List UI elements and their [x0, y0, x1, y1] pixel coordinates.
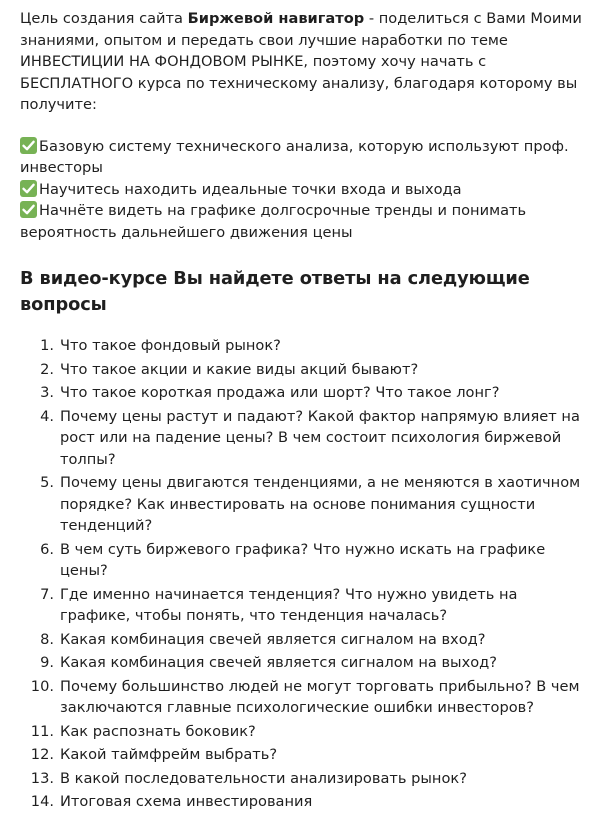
- question-item: [20, 335, 586, 357]
- question-number: 11.: [30, 722, 54, 740]
- question-number: 13.: [30, 769, 54, 787]
- intro-text-start: Цель создания сайта: [20, 10, 188, 27]
- question-item: [20, 721, 586, 743]
- question-item: [20, 768, 586, 790]
- question-text: Что такое короткая продажа или шорт? Что такое лонг?: [60, 384, 500, 401]
- question-text: В какой последовательности анализировать рынок?: [60, 769, 467, 787]
- question-text: Какая комбинация свечей является сигналом на выход?: [60, 654, 497, 671]
- question-text: Какая комбинация свечей является сигналом на вход?: [60, 630, 486, 648]
- question-number: 2.: [40, 360, 54, 378]
- question-text: Что такое акции и какие виды акций бывают?: [60, 360, 419, 378]
- questions-heading: В видео-курсе Вы найдете ответы на следующие вопросы: [20, 268, 530, 315]
- site-name: Биржевой навигатор: [187, 10, 365, 27]
- question-number: 7.: [40, 585, 54, 603]
- question-item: [20, 584, 586, 627]
- question-item: [20, 359, 586, 381]
- question-text: Какой таймфрейм выбрать?: [60, 746, 278, 763]
- question-text: В чем суть биржевого графика? Что нужно искать на графике цены?: [60, 540, 546, 579]
- question-number: 1.: [40, 337, 54, 354]
- question-text: Почему цены двигаются тенденциями, а не меняются в хаотичном порядке? Как инвестировать на основе понимания сущности тенденций?: [60, 474, 581, 534]
- benefit-item: [20, 200, 586, 243]
- check-mark-icon: [20, 201, 37, 218]
- benefits-list: [20, 136, 586, 244]
- benefit-item: [20, 136, 586, 179]
- question-number: 12.: [30, 746, 54, 763]
- question-item: [20, 652, 586, 674]
- questions-list: [20, 335, 586, 813]
- question-number: 9.: [40, 654, 54, 671]
- question-item: [20, 791, 586, 813]
- question-item: [20, 744, 586, 766]
- benefit-item: [20, 179, 586, 201]
- question-number: 10.: [30, 677, 54, 695]
- intro-text-end: - поделиться с Вами Моими знаниями, опытом и передать свои лучшие наработки по теме ИНВЕСТИЦИИ НА ФОНДОВОМ РЫНКЕ, поэтому хочу начать с БЕСПЛАТНОГО курса по техническому анализу, благодаря которому вы получите:: [20, 10, 582, 113]
- question-number: 14.: [30, 793, 54, 810]
- question-number: 6.: [40, 540, 54, 558]
- question-text: Почему цены растут и падают? Какой фактор напрямую влияет на рост или на падение цены? В чем состоит психология биржевой толпы?: [60, 407, 580, 468]
- question-text: Как распознать боковик?: [60, 722, 256, 740]
- check-mark-icon: [20, 137, 37, 154]
- question-item: [20, 676, 586, 719]
- question-text: Что такое фондовый рынок?: [60, 337, 281, 354]
- question-text: Почему большинство людей не могут торговать прибыльно? В чем заключаются главные психологические ошибки инвесторов?: [60, 677, 580, 716]
- question-item: [20, 406, 586, 471]
- benefit-text: Научитесь находить идеальные точки входа и выхода: [39, 180, 462, 198]
- question-text: Где именно начинается тенденция? Что нужно увидеть на графике, чтобы понять, что тенденция началась?: [60, 585, 518, 624]
- question-item: [20, 539, 586, 582]
- question-item: [20, 629, 586, 651]
- question-text: Итоговая схема инвестирования: [60, 793, 313, 810]
- check-mark-icon: [20, 180, 37, 197]
- question-number: 5.: [40, 474, 54, 491]
- question-item: [20, 472, 586, 537]
- question-item: [20, 382, 586, 404]
- intro-paragraph: [20, 8, 586, 116]
- question-number: 3.: [40, 384, 54, 401]
- question-number: 8.: [40, 630, 54, 648]
- question-number: 4.: [40, 407, 54, 425]
- benefit-text: Базовую систему технического анализа, которую используют проф. инвесторы: [20, 137, 569, 176]
- benefit-text: Начнёте видеть на графике долгосрочные тренды и понимать вероятность дальнейшего движения цены: [20, 202, 527, 241]
